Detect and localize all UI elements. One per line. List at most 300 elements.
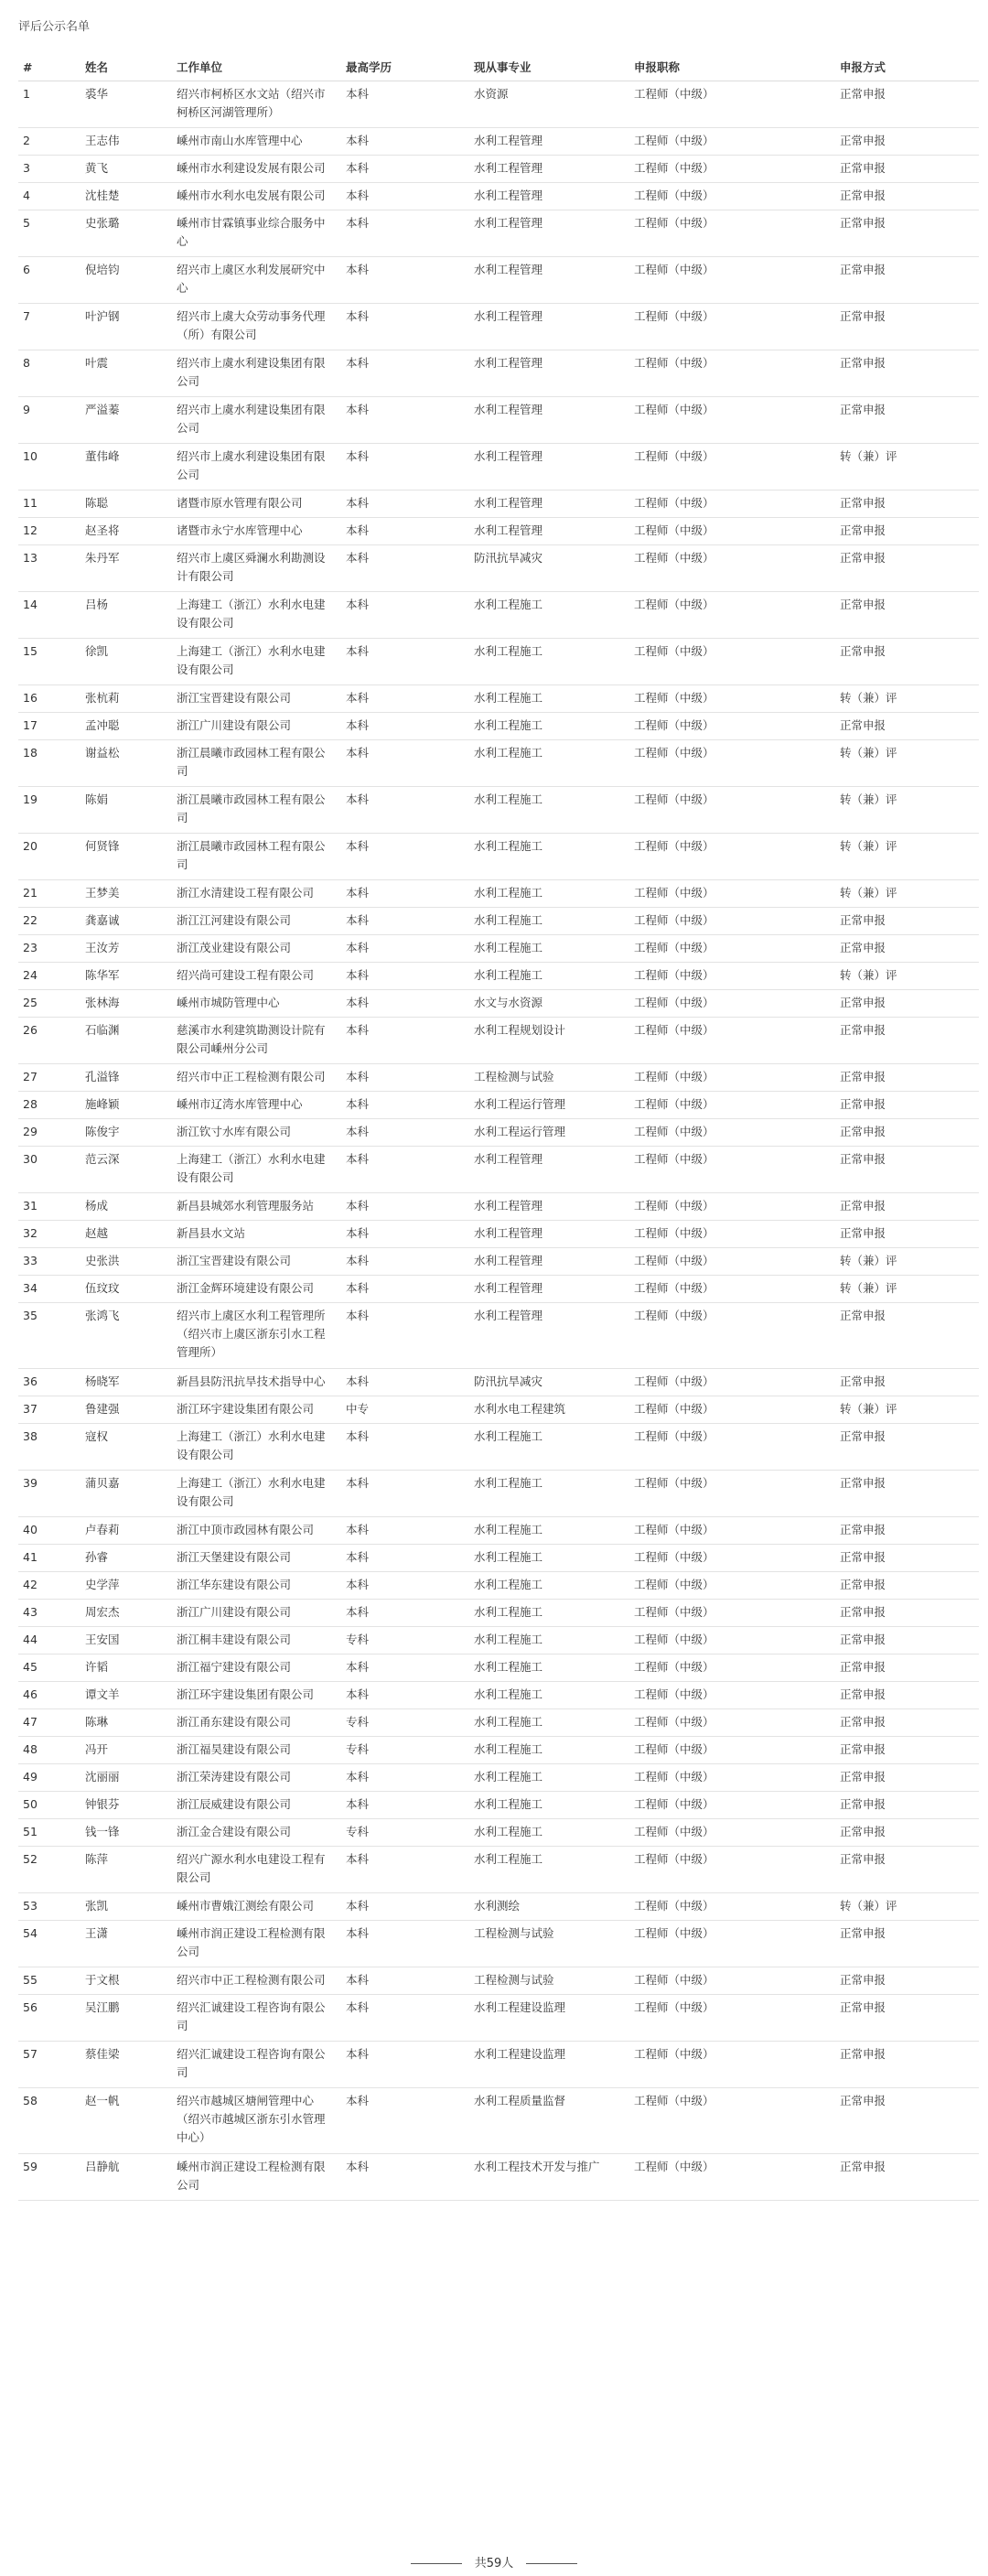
table-row xyxy=(18,397,979,444)
cell-name: 沈桂楚 xyxy=(81,183,172,210)
cell-method: 正常申报 xyxy=(835,1471,979,1517)
cell-org: 嵊州市水利水电发展有限公司 xyxy=(172,183,341,210)
cell-name: 史学萍 xyxy=(81,1572,172,1600)
cell-name: 史张洪 xyxy=(81,1248,172,1276)
cell-index: 6 xyxy=(18,257,81,304)
cell-title: 工程师（中级） xyxy=(629,1545,835,1572)
cell-org: 浙江华东建设有限公司 xyxy=(172,1572,341,1600)
cell-org: 绍兴汇诚建设工程咨询有限公司 xyxy=(172,2042,341,2088)
cell-education: 本科 xyxy=(341,1018,469,1064)
cell-name: 陈萍 xyxy=(81,1847,172,1893)
cell-major: 水利工程施工 xyxy=(469,1709,629,1737)
cell-major: 水利工程管理 xyxy=(469,518,629,545)
cell-org: 浙江钦寸水库有限公司 xyxy=(172,1119,341,1147)
cell-education: 本科 xyxy=(341,1369,469,1396)
cell-name: 黄飞 xyxy=(81,156,172,183)
cell-major: 水利工程施工 xyxy=(469,1600,629,1627)
cell-title: 工程师（中级） xyxy=(629,834,835,880)
cell-name: 钟银芬 xyxy=(81,1792,172,1819)
cell-major: 水利工程管理 xyxy=(469,304,629,350)
cell-name: 杨成 xyxy=(81,1193,172,1221)
cell-org: 绍兴市上虞水利建设集团有限公司 xyxy=(172,350,341,397)
cell-org: 浙江金辉环境建设有限公司 xyxy=(172,1276,341,1303)
cell-org: 绍兴市上虞水利建设集团有限公司 xyxy=(172,397,341,444)
cell-index: 19 xyxy=(18,787,81,834)
cell-name: 谢益松 xyxy=(81,740,172,787)
cell-method: 正常申报 xyxy=(835,1600,979,1627)
cell-method: 正常申报 xyxy=(835,1792,979,1819)
table-row xyxy=(18,2042,979,2088)
cell-major: 水利工程施工 xyxy=(469,1654,629,1682)
cell-org: 浙江江河建设有限公司 xyxy=(172,908,341,935)
cell-major: 水利工程管理 xyxy=(469,1147,629,1193)
cell-name: 何贤锋 xyxy=(81,834,172,880)
cell-title: 工程师（中级） xyxy=(629,1654,835,1682)
cell-method: 正常申报 xyxy=(835,257,979,304)
cell-name: 周宏杰 xyxy=(81,1600,172,1627)
cell-org: 嵊州市城防管理中心 xyxy=(172,990,341,1018)
cell-name: 孔溢锋 xyxy=(81,1064,172,1092)
cell-org: 浙江宝晋建设有限公司 xyxy=(172,685,341,713)
table-row xyxy=(18,1303,979,1369)
cell-title: 工程师（中级） xyxy=(629,350,835,397)
cell-method: 正常申报 xyxy=(835,1064,979,1092)
cell-major: 水利工程运行管理 xyxy=(469,1092,629,1119)
cell-major: 水利工程管理 xyxy=(469,1303,629,1369)
cell-method: 正常申报 xyxy=(835,1967,979,1995)
cell-index: 20 xyxy=(18,834,81,880)
cell-org: 浙江茂业建设有限公司 xyxy=(172,935,341,963)
cell-education: 本科 xyxy=(341,183,469,210)
cell-major: 水利工程施工 xyxy=(469,713,629,740)
cell-method: 正常申报 xyxy=(835,639,979,685)
cell-title: 工程师（中级） xyxy=(629,1092,835,1119)
cell-title: 工程师（中级） xyxy=(629,1303,835,1369)
cell-name: 龚嘉诚 xyxy=(81,908,172,935)
table-row xyxy=(18,2154,979,2201)
cell-major: 水利工程建设监理 xyxy=(469,2042,629,2088)
table-row xyxy=(18,1921,979,1967)
cell-education: 本科 xyxy=(341,1764,469,1792)
cell-org: 绍兴广源水利水电建设工程有限公司 xyxy=(172,1847,341,1893)
cell-method: 正常申报 xyxy=(835,128,979,156)
cell-name: 冯开 xyxy=(81,1737,172,1764)
cell-title: 工程师（中级） xyxy=(629,1064,835,1092)
cell-major: 水利工程技术开发与推广 xyxy=(469,2154,629,2201)
cell-title: 工程师（中级） xyxy=(629,592,835,639)
cell-name: 徐凯 xyxy=(81,639,172,685)
cell-title: 工程师（中级） xyxy=(629,128,835,156)
cell-major: 水利测绘 xyxy=(469,1893,629,1921)
cell-index: 37 xyxy=(18,1396,81,1424)
table-row xyxy=(18,1248,979,1276)
cell-org: 新昌县城郊水利管理服务站 xyxy=(172,1193,341,1221)
cell-title: 工程师（中级） xyxy=(629,304,835,350)
cell-major: 水利工程施工 xyxy=(469,1471,629,1517)
footer-right-line xyxy=(526,2563,577,2564)
table-row xyxy=(18,1893,979,1921)
cell-education: 本科 xyxy=(341,685,469,713)
cell-education: 本科 xyxy=(341,2154,469,2201)
cell-major: 水利工程施工 xyxy=(469,685,629,713)
cell-name: 陈聪 xyxy=(81,490,172,518)
cell-name: 张杭莉 xyxy=(81,685,172,713)
cell-name: 孟冲聪 xyxy=(81,713,172,740)
cell-major: 水利工程建设监理 xyxy=(469,1995,629,2042)
cell-name: 吕静航 xyxy=(81,2154,172,2201)
cell-index: 48 xyxy=(18,1737,81,1764)
cell-index: 5 xyxy=(18,210,81,257)
cell-education: 本科 xyxy=(341,350,469,397)
cell-method: 转（兼）评 xyxy=(835,1276,979,1303)
cell-method: 正常申报 xyxy=(835,1682,979,1709)
table-row xyxy=(18,592,979,639)
cell-name: 谭文羊 xyxy=(81,1682,172,1709)
cell-title: 工程师（中级） xyxy=(629,210,835,257)
cell-title: 工程师（中级） xyxy=(629,81,835,128)
cell-org: 嵊州市水利建设发展有限公司 xyxy=(172,156,341,183)
cell-education: 本科 xyxy=(341,1792,469,1819)
cell-org: 绍兴市中正工程检测有限公司 xyxy=(172,1967,341,1995)
cell-major: 水利工程施工 xyxy=(469,1424,629,1471)
table-row xyxy=(18,1792,979,1819)
cell-org: 慈溪市水利建筑勘测设计院有限公司嵊州分公司 xyxy=(172,1018,341,1064)
cell-name: 杨晓军 xyxy=(81,1369,172,1396)
cell-education: 本科 xyxy=(341,963,469,990)
cell-title: 工程师（中级） xyxy=(629,518,835,545)
cell-education: 本科 xyxy=(341,1221,469,1248)
cell-education: 中专 xyxy=(341,1396,469,1424)
cell-index: 45 xyxy=(18,1654,81,1682)
cell-major: 水利工程施工 xyxy=(469,740,629,787)
table-row xyxy=(18,444,979,490)
cell-index: 12 xyxy=(18,518,81,545)
cell-major: 工程检测与试验 xyxy=(469,1064,629,1092)
cell-education: 本科 xyxy=(341,1471,469,1517)
table-row xyxy=(18,1654,979,1682)
table-row xyxy=(18,1276,979,1303)
cell-title: 工程师（中级） xyxy=(629,713,835,740)
cell-education: 本科 xyxy=(341,2088,469,2154)
cell-title: 工程师（中级） xyxy=(629,1967,835,1995)
cell-education: 本科 xyxy=(341,834,469,880)
cell-education: 本科 xyxy=(341,397,469,444)
cell-org: 绍兴市上虞区水利工程管理所（绍兴市上虞区浙东引水工程管理所） xyxy=(172,1303,341,1369)
cell-education: 本科 xyxy=(341,1147,469,1193)
cell-index: 26 xyxy=(18,1018,81,1064)
cell-method: 正常申报 xyxy=(835,1424,979,1471)
cell-method: 正常申报 xyxy=(835,1627,979,1654)
table-footer xyxy=(0,2553,988,2571)
cell-name: 严溢蓁 xyxy=(81,397,172,444)
table-row xyxy=(18,639,979,685)
cell-org: 浙江天堡建设有限公司 xyxy=(172,1545,341,1572)
cell-major: 水利工程施工 xyxy=(469,908,629,935)
cell-education: 本科 xyxy=(341,1424,469,1471)
cell-education: 本科 xyxy=(341,304,469,350)
table-row xyxy=(18,990,979,1018)
cell-education: 本科 xyxy=(341,156,469,183)
cell-index: 1 xyxy=(18,81,81,128)
cell-org: 嵊州市南山水库管理中心 xyxy=(172,128,341,156)
cell-title: 工程师（中级） xyxy=(629,1276,835,1303)
table-row xyxy=(18,1545,979,1572)
cell-org: 绍兴市中正工程检测有限公司 xyxy=(172,1064,341,1092)
cell-title: 工程师（中级） xyxy=(629,1627,835,1654)
col-header-title: 申报职称 xyxy=(629,53,835,81)
cell-major: 水利工程施工 xyxy=(469,592,629,639)
cell-method: 正常申报 xyxy=(835,183,979,210)
table-row xyxy=(18,1471,979,1517)
table-row xyxy=(18,210,979,257)
cell-education: 本科 xyxy=(341,1276,469,1303)
cell-education: 本科 xyxy=(341,935,469,963)
cell-index: 18 xyxy=(18,740,81,787)
cell-major: 水利工程施工 xyxy=(469,880,629,908)
cell-index: 33 xyxy=(18,1248,81,1276)
cell-method: 转（兼）评 xyxy=(835,1893,979,1921)
cell-education: 本科 xyxy=(341,1064,469,1092)
cell-name: 赵圣将 xyxy=(81,518,172,545)
cell-org: 嵊州市甘霖镇事业综合服务中心 xyxy=(172,210,341,257)
cell-index: 35 xyxy=(18,1303,81,1369)
cell-title: 工程师（中级） xyxy=(629,963,835,990)
cell-org: 绍兴市上虞区水利发展研究中心 xyxy=(172,257,341,304)
cell-title: 工程师（中级） xyxy=(629,639,835,685)
cell-org: 浙江环宇建设集团有限公司 xyxy=(172,1396,341,1424)
cell-major: 水利工程管理 xyxy=(469,490,629,518)
cell-index: 59 xyxy=(18,2154,81,2201)
cell-education: 本科 xyxy=(341,490,469,518)
cell-title: 工程师（中级） xyxy=(629,908,835,935)
cell-index: 21 xyxy=(18,880,81,908)
cell-org: 诸暨市永宁水库管理中心 xyxy=(172,518,341,545)
cell-title: 工程师（中级） xyxy=(629,1995,835,2042)
table-row xyxy=(18,1995,979,2042)
cell-index: 9 xyxy=(18,397,81,444)
cell-org: 浙江环宇建设集团有限公司 xyxy=(172,1682,341,1709)
cell-method: 正常申报 xyxy=(835,1995,979,2042)
cell-method: 正常申报 xyxy=(835,2154,979,2201)
table-row xyxy=(18,1221,979,1248)
cell-index: 24 xyxy=(18,963,81,990)
table-row xyxy=(18,128,979,156)
cell-education: 本科 xyxy=(341,545,469,592)
cell-org: 浙江桐丰建设有限公司 xyxy=(172,1627,341,1654)
cell-index: 11 xyxy=(18,490,81,518)
cell-index: 32 xyxy=(18,1221,81,1248)
cell-education: 本科 xyxy=(341,990,469,1018)
cell-title: 工程师（中级） xyxy=(629,1764,835,1792)
table-row xyxy=(18,156,979,183)
cell-method: 正常申报 xyxy=(835,1921,979,1967)
cell-name: 鲁建强 xyxy=(81,1396,172,1424)
cell-org: 上海建工（浙江）水利水电建设有限公司 xyxy=(172,1471,341,1517)
cell-index: 31 xyxy=(18,1193,81,1221)
cell-education: 本科 xyxy=(341,1967,469,1995)
table-row xyxy=(18,1764,979,1792)
cell-education: 本科 xyxy=(341,713,469,740)
cell-index: 7 xyxy=(18,304,81,350)
col-header-index: # xyxy=(18,53,81,81)
cell-title: 工程师（中级） xyxy=(629,1709,835,1737)
cell-method: 正常申报 xyxy=(835,1092,979,1119)
cell-title: 工程师（中级） xyxy=(629,1682,835,1709)
cell-org: 浙江福宁建设有限公司 xyxy=(172,1654,341,1682)
table-row xyxy=(18,740,979,787)
cell-major: 水利工程管理 xyxy=(469,257,629,304)
cell-name: 寇权 xyxy=(81,1424,172,1471)
cell-org: 浙江辰威建设有限公司 xyxy=(172,1792,341,1819)
cell-org: 浙江福昊建设有限公司 xyxy=(172,1737,341,1764)
table-row xyxy=(18,490,979,518)
cell-title: 工程师（中级） xyxy=(629,685,835,713)
cell-name: 朱丹军 xyxy=(81,545,172,592)
col-header-education: 最高学历 xyxy=(341,53,469,81)
cell-education: 本科 xyxy=(341,1248,469,1276)
table-row xyxy=(18,1709,979,1737)
cell-education: 本科 xyxy=(341,1995,469,2042)
cell-org: 嵊州市润正建设工程检测有限公司 xyxy=(172,2154,341,2201)
cell-education: 专科 xyxy=(341,1819,469,1847)
cell-method: 转（兼）评 xyxy=(835,787,979,834)
cell-index: 17 xyxy=(18,713,81,740)
cell-name: 范云深 xyxy=(81,1147,172,1193)
cell-method: 转（兼）评 xyxy=(835,685,979,713)
cell-name: 王汝芳 xyxy=(81,935,172,963)
cell-name: 王梦美 xyxy=(81,880,172,908)
cell-name: 赵一帆 xyxy=(81,2088,172,2154)
cell-org: 绍兴市上虞大众劳动事务代理（所）有限公司 xyxy=(172,304,341,350)
cell-method: 正常申报 xyxy=(835,2088,979,2154)
cell-title: 工程师（中级） xyxy=(629,1193,835,1221)
cell-method: 正常申报 xyxy=(835,1709,979,1737)
cell-method: 正常申报 xyxy=(835,545,979,592)
cell-title: 工程师（中级） xyxy=(629,740,835,787)
cell-title: 工程师（中级） xyxy=(629,1248,835,1276)
cell-education: 本科 xyxy=(341,1654,469,1682)
cell-name: 蒲贝嘉 xyxy=(81,1471,172,1517)
total-count: 共59人 xyxy=(474,2557,514,2571)
cell-index: 3 xyxy=(18,156,81,183)
cell-method: 正常申报 xyxy=(835,2042,979,2088)
cell-index: 53 xyxy=(18,1893,81,1921)
table-row xyxy=(18,1627,979,1654)
table-row xyxy=(18,1424,979,1471)
cell-method: 正常申报 xyxy=(835,1819,979,1847)
cell-major: 水利工程施工 xyxy=(469,1572,629,1600)
cell-major: 水利工程质量监督 xyxy=(469,2088,629,2154)
cell-org: 嵊州市曹娥江测绘有限公司 xyxy=(172,1893,341,1921)
cell-name: 董伟峰 xyxy=(81,444,172,490)
cell-method: 正常申报 xyxy=(835,1369,979,1396)
cell-title: 工程师（中级） xyxy=(629,2154,835,2201)
cell-org: 浙江晨曦市政园林工程有限公司 xyxy=(172,740,341,787)
cell-method: 正常申报 xyxy=(835,1018,979,1064)
cell-org: 浙江甬东建设有限公司 xyxy=(172,1709,341,1737)
cell-method: 正常申报 xyxy=(835,1193,979,1221)
cell-major: 水利工程施工 xyxy=(469,1737,629,1764)
cell-index: 13 xyxy=(18,545,81,592)
cell-major: 水利工程管理 xyxy=(469,1276,629,1303)
cell-title: 工程师（中级） xyxy=(629,1572,835,1600)
cell-major: 水利工程管理 xyxy=(469,210,629,257)
cell-title: 工程师（中级） xyxy=(629,880,835,908)
cell-major: 水利工程施工 xyxy=(469,1682,629,1709)
cell-title: 工程师（中级） xyxy=(629,397,835,444)
cell-method: 转（兼）评 xyxy=(835,963,979,990)
cell-method: 正常申报 xyxy=(835,1303,979,1369)
cell-method: 正常申报 xyxy=(835,81,979,128)
cell-method: 正常申报 xyxy=(835,518,979,545)
table-row xyxy=(18,963,979,990)
cell-name: 卢春莉 xyxy=(81,1517,172,1545)
cell-education: 专科 xyxy=(341,1709,469,1737)
table-row xyxy=(18,935,979,963)
table-row xyxy=(18,1819,979,1847)
cell-name: 蔡佳梁 xyxy=(81,2042,172,2088)
cell-index: 36 xyxy=(18,1369,81,1396)
cell-method: 正常申报 xyxy=(835,1847,979,1893)
cell-education: 本科 xyxy=(341,1545,469,1572)
cell-method: 正常申报 xyxy=(835,1572,979,1600)
cell-major: 水利工程施工 xyxy=(469,1517,629,1545)
cell-education: 本科 xyxy=(341,592,469,639)
table-row xyxy=(18,304,979,350)
cell-org: 新昌县防汛抗旱技术指导中心 xyxy=(172,1369,341,1396)
cell-name: 陈俊宇 xyxy=(81,1119,172,1147)
cell-title: 工程师（中级） xyxy=(629,1921,835,1967)
cell-method: 正常申报 xyxy=(835,990,979,1018)
table-row xyxy=(18,908,979,935)
cell-education: 本科 xyxy=(341,1092,469,1119)
cell-index: 28 xyxy=(18,1092,81,1119)
cell-method: 转（兼）评 xyxy=(835,880,979,908)
table-row xyxy=(18,787,979,834)
cell-org: 诸暨市原水管理有限公司 xyxy=(172,490,341,518)
cell-method: 正常申报 xyxy=(835,1221,979,1248)
cell-org: 绍兴尚可建设工程有限公司 xyxy=(172,963,341,990)
cell-name: 于文根 xyxy=(81,1967,172,1995)
cell-org: 浙江中顶市政园林有限公司 xyxy=(172,1517,341,1545)
cell-major: 水利工程运行管理 xyxy=(469,1119,629,1147)
table-row xyxy=(18,1147,979,1193)
cell-method: 正常申报 xyxy=(835,304,979,350)
cell-method: 转（兼）评 xyxy=(835,834,979,880)
cell-education: 本科 xyxy=(341,1921,469,1967)
cell-major: 水利工程施工 xyxy=(469,1627,629,1654)
cell-name: 张鸿飞 xyxy=(81,1303,172,1369)
table-row xyxy=(18,257,979,304)
cell-education: 本科 xyxy=(341,2042,469,2088)
table-row xyxy=(18,2088,979,2154)
cell-index: 4 xyxy=(18,183,81,210)
table-row xyxy=(18,518,979,545)
cell-major: 水利工程施工 xyxy=(469,834,629,880)
cell-name: 吴江鹏 xyxy=(81,1995,172,2042)
cell-title: 工程师（中级） xyxy=(629,1517,835,1545)
cell-education: 本科 xyxy=(341,444,469,490)
cell-education: 本科 xyxy=(341,1893,469,1921)
cell-method: 正常申报 xyxy=(835,935,979,963)
cell-name: 伍玟玟 xyxy=(81,1276,172,1303)
cell-method: 正常申报 xyxy=(835,1517,979,1545)
cell-title: 工程师（中级） xyxy=(629,545,835,592)
cell-method: 正常申报 xyxy=(835,1764,979,1792)
cell-method: 正常申报 xyxy=(835,713,979,740)
cell-title: 工程师（中级） xyxy=(629,990,835,1018)
cell-name: 陈琳 xyxy=(81,1709,172,1737)
